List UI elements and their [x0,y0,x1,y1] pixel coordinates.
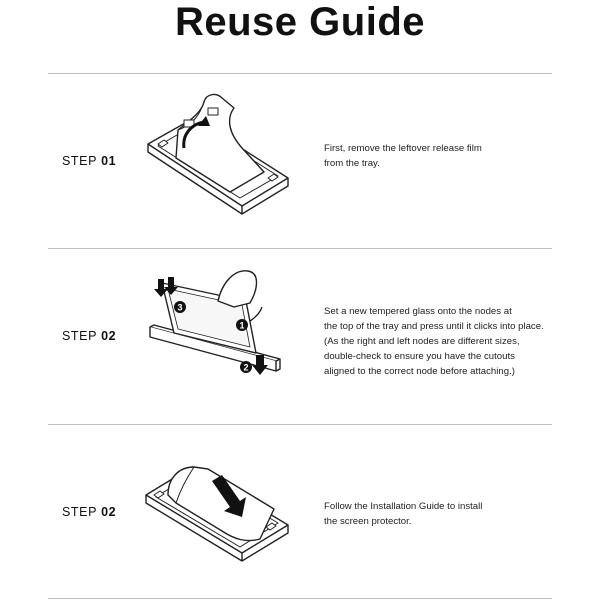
step-3-word: STEP [62,505,98,519]
step-2-description-line: aligned to the correct node before attaching.) [324,366,515,377]
step-2-section [0,249,600,424]
step-2-word: STEP [62,329,98,343]
marker-1: 1 [239,320,245,331]
step-2-description [324,304,564,379]
attach-tempered-glass-illustration [138,263,298,413]
step-1-description [324,141,564,171]
step-1-description-line: from the tray. [324,158,380,169]
page-title: Reuse Guide [174,0,425,44]
step-1-number: 01 [101,154,117,168]
step-2-label [62,329,116,343]
step-3-number: 02 [101,505,117,519]
marker-3: 3 [177,302,183,313]
step-2-description-line: the top of the tray and press until it clicks into place. [324,321,544,332]
step-3-description [324,499,564,529]
step-3-section [0,425,600,600]
step-1-description-line: First, remove the leftover release film [324,143,482,154]
step-2-description-line: (As the right and left nodes are different sizes, [324,336,520,347]
step-3-description-line: Follow the Installation Guide to install [324,501,483,512]
marker-2: 2 [243,362,249,373]
step-3-label [62,505,116,519]
step-2-description-line: double-check to ensure you have the cutouts [324,351,515,362]
step-3-description-line: the screen protector. [324,516,412,527]
step-2-description-line: Set a new tempered glass onto the nodes at [324,306,512,317]
remove-release-film-illustration [138,86,298,236]
step-1-word: STEP [62,154,98,168]
divider [48,598,552,599]
step-1-label [62,154,116,168]
install-screen-protector-illustration [138,439,298,589]
step-2-number: 02 [101,329,117,343]
step-1-section [0,74,600,249]
